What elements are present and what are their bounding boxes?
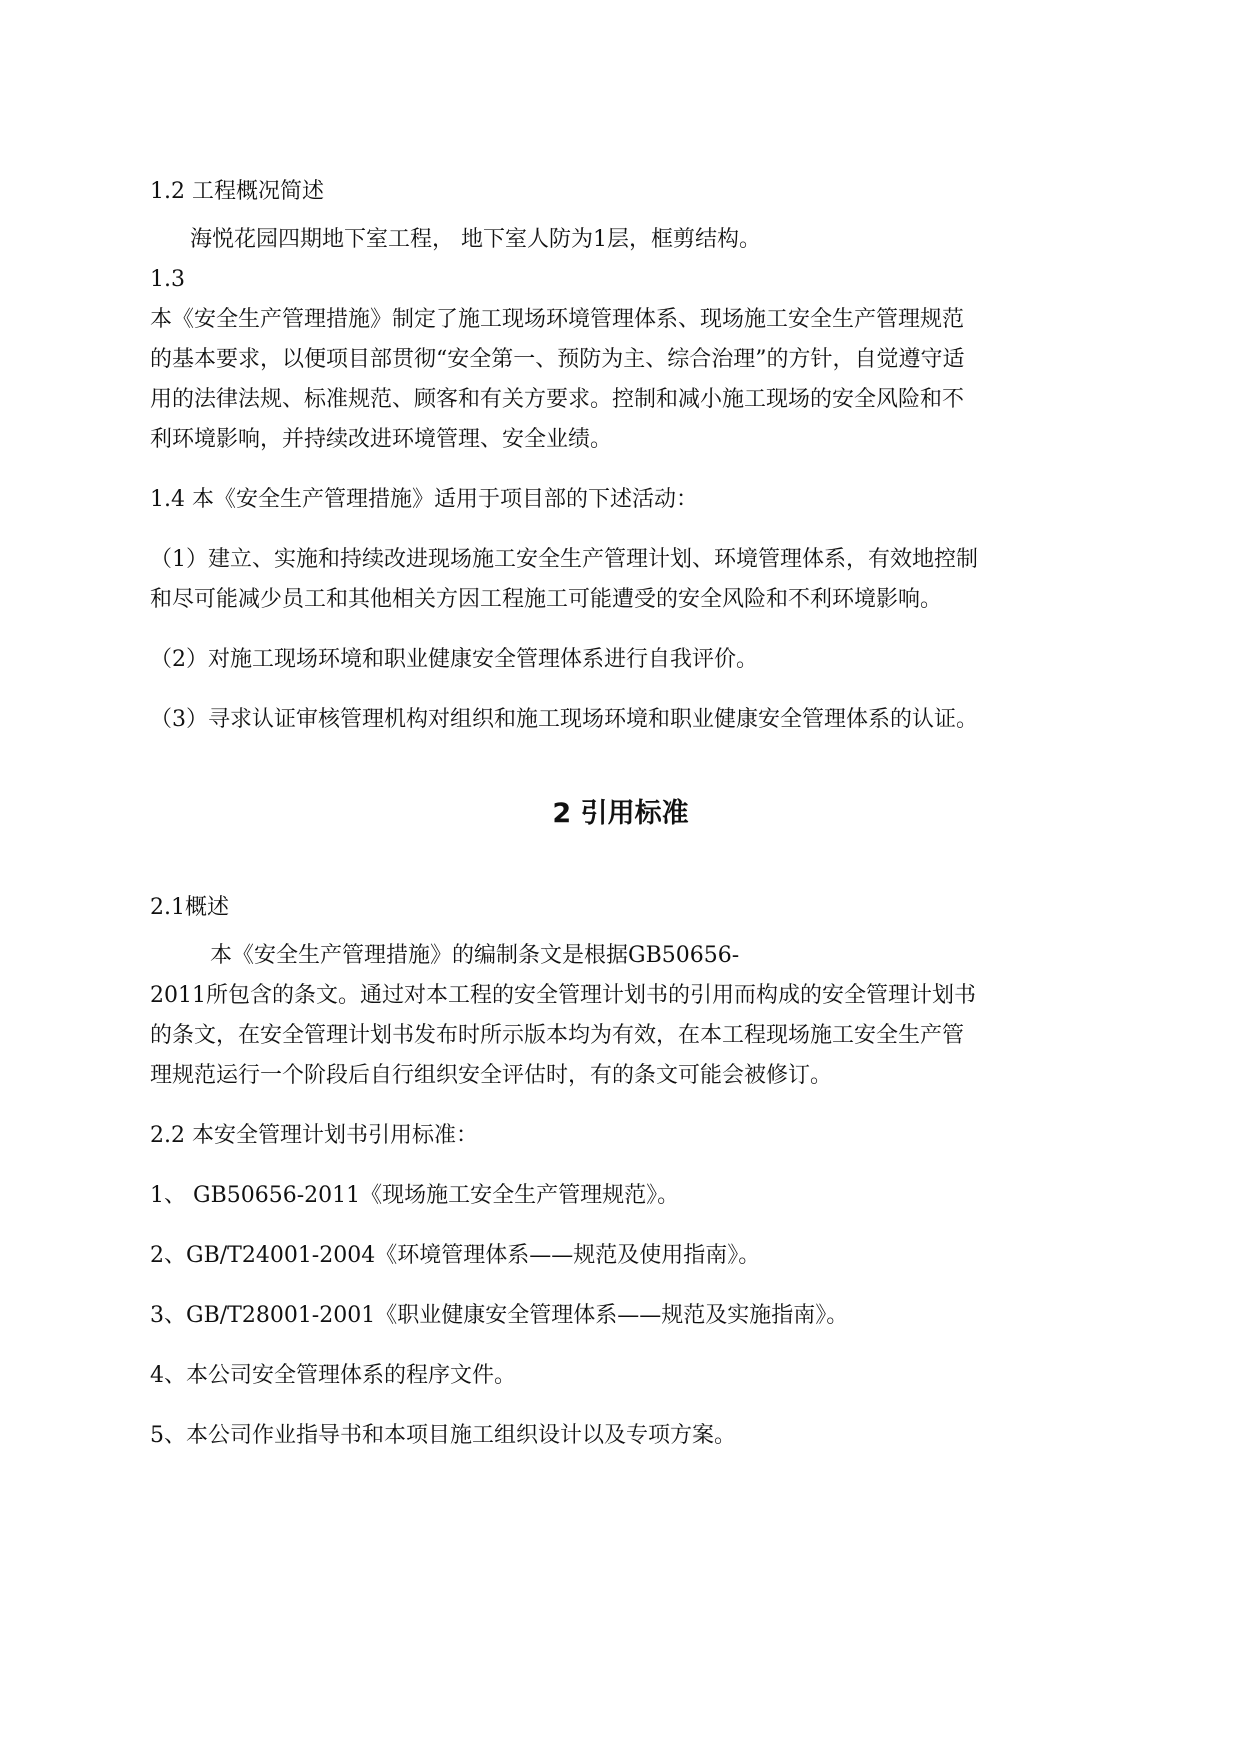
reference-item-2: 2、GB/T24001-2004《环境管理体系——规范及使用指南》。 [150,1243,761,1268]
section-1-3-number: 1.3 [150,267,185,292]
section-1-4-item-1 [150,540,1091,620]
chapter-2-title: 2 引用标准 [552,798,689,829]
section-1-4-item-3: （3）寻求认证审核管理机构对组织和施工现场环境和职业健康安全管理体系的认证。 [150,707,978,732]
section-1-4-item-1-line: 和尽可能减少员工和其他相关方因工程施工可能遭受的安全风险和不利环境影响。 [150,587,943,612]
section-1-3-line: 的基本要求，以便项目部贯彻“安全第一、预防为主、综合治理”的方针，自觉遵守适 [150,347,965,372]
section-1-3-paragraph [150,300,1091,460]
reference-item-4: 4、本公司安全管理体系的程序文件。 [150,1363,516,1388]
section-2-1-line: 2011所包含的条文。通过对本工程的安全管理计划书的引用而构成的安全管理计划书 [150,983,976,1008]
reference-item-3: 3、GB/T28001-2001《职业健康安全管理体系——规范及实施指南》。 [150,1303,849,1328]
section-1-2-heading: 1.2 工程概况简述 [150,179,324,204]
section-2-1-line: 理规范运行一个阶段后自行组织安全评估时，有的条文可能会被修订。 [150,1063,833,1088]
section-1-4-heading: 1.4 本《安全生产管理措施》适用于项目部的下述活动： [150,487,698,512]
section-1-2-text: 海悦花园四期地下室工程， 地下室人防为1层，框剪结构。 [190,227,761,252]
section-1-4-item-2: （2）对施工现场环境和职业健康安全管理体系进行自我评价。 [150,647,758,672]
reference-item-5: 5、本公司作业指导书和本项目施工组织设计以及专项方案。 [150,1423,736,1448]
section-2-1-paragraph [150,936,1091,1096]
section-1-3-line: 利环境影响，并持续改进环境管理、安全业绩。 [150,427,613,452]
section-2-2-heading: 2.2 本安全管理计划书引用标准： [150,1123,478,1148]
section-1-3-line: 用的法律法规、标准规范、顾客和有关方要求。控制和减小施工现场的安全风险和不 [150,387,965,412]
section-1-4-item-1-line: （1）建立、实施和持续改进现场施工安全生产管理计划、环境管理体系，有效地控制 [150,547,978,572]
section-2-1-line: 的条文，在安全管理计划书发布时所示版本均为有效，在本工程现场施工安全生产管 [150,1023,965,1048]
reference-item-1: 1、 GB50656-2011《现场施工安全生产管理规范》。 [150,1183,680,1208]
section-2-1-line: 本《安全生产管理措施》的编制条文是根据GB50656- [210,943,740,968]
section-1-3-line: 本《安全生产管理措施》制定了施工现场环境管理体系、现场施工安全生产管理规范 [150,307,965,332]
section-2-1-heading: 2.1概述 [150,895,229,920]
